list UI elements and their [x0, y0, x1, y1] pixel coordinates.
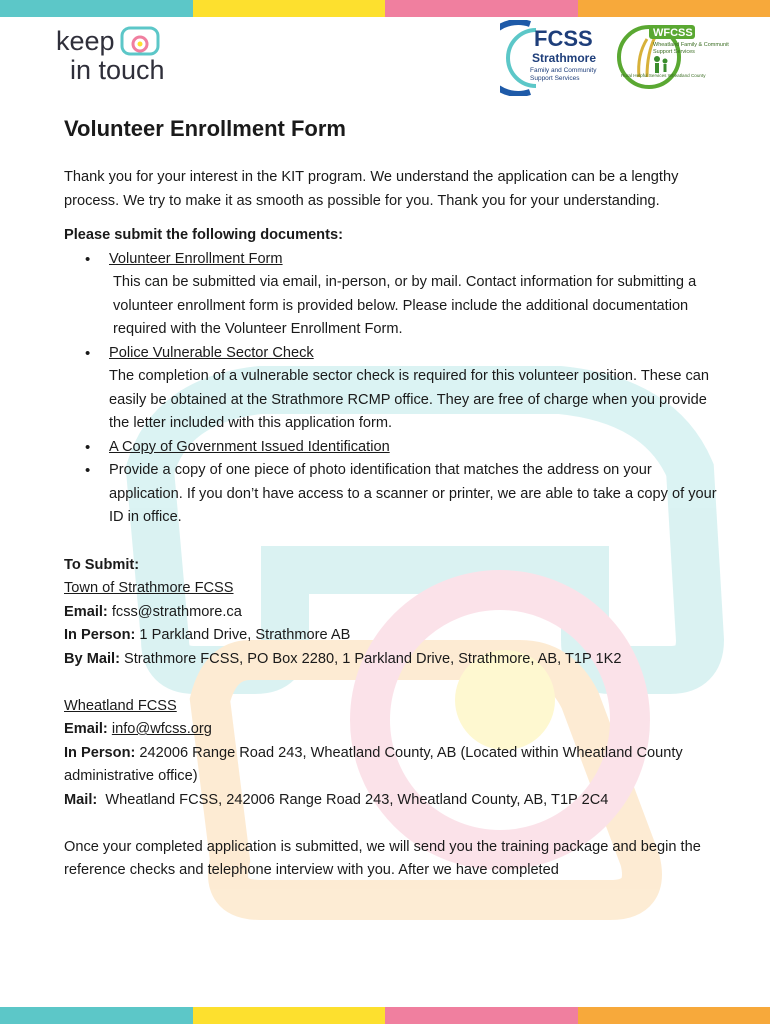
svg-text:FCSS: FCSS [534, 26, 593, 51]
wheatland-email-link[interactable]: info@wfcss.org [111, 721, 212, 737]
document-title-identification: A Copy of Government Issued Identification [109, 438, 390, 455]
form-content [64, 114, 724, 883]
wheatland-person-label: In Person: [64, 744, 136, 761]
wheatland-email-label: Email: [64, 721, 108, 737]
document-body-enrollment: This can be submitted via email, in-person, or by mail. Contact information for submitting a volunteer enrollment form is provided below. Please include the additional documentation required with the Volunteer Enrollment Form. [113, 274, 697, 337]
fcss-strathmore-logo [500, 20, 600, 101]
strathmore-fcss-name: Town of Strathmore FCSS [64, 580, 234, 596]
logo-keep-text: keep [56, 26, 115, 56]
strathmore-email-label: Email: [64, 603, 108, 620]
list-item [64, 436, 724, 460]
wheatland-mail-address: Wheatland FCSS, 242006 Range Road 243, Wheatland County, AB, T1P 2C4 [105, 791, 609, 808]
wheatland-address: 242006 Range Road 243, Wheatland County, AB (Located within Wheatland County administrative office) [64, 744, 683, 784]
svg-text:Strathmore: Strathmore [532, 51, 597, 65]
svg-text:WFCSS: WFCSS [653, 27, 693, 39]
svg-text:Support Services: Support Services [653, 49, 695, 55]
documents-list [64, 248, 724, 530]
list-item [64, 248, 724, 342]
strathmore-email[interactable]: fcss@strathmore.ca [111, 603, 242, 620]
strathmore-person-label: In Person: [64, 627, 136, 643]
document-title-police-check: Police Vulnerable Sector Check [109, 344, 314, 361]
strathmore-mail-label: By Mail: [64, 650, 120, 667]
wheatland-mail-label: Mail: [64, 791, 98, 808]
svg-text:Support Services: Support Services [530, 75, 580, 82]
keep-in-touch-logo [52, 24, 182, 89]
page-title: Volunteer Enrollment Form [64, 116, 346, 141]
svg-text:Wheatland Family & Community: Wheatland Family & Community [653, 42, 729, 48]
document-body-identification: Provide a copy of one piece of photo identification that matches the address on your application. If you don’t have access to a scanner or printer, we are able to take a copy of your ID in office. [109, 462, 717, 525]
wfcss-logo [617, 19, 729, 100]
list-item [64, 342, 724, 436]
document-body-police-check: The completion of a vulnerable sector check is required for this volunteer position. These can easily be obtained at the Strathmore RCMP office. They are free of charge when you provide the letter included with this application form. [109, 368, 710, 431]
strathmore-mail-address: Strathmore FCSS, PO Box 2280, 1 Parkland Drive, Strathmore, AB, T1P 1K2 [124, 650, 622, 667]
logo-in-touch-text: in touch [70, 55, 165, 84]
to-submit-heading: To Submit: [64, 556, 140, 573]
documents-heading: Please submit the following documents: [64, 227, 343, 243]
strathmore-address: 1 Parkland Drive, Strathmore AB [139, 627, 351, 643]
wheatland-fcss-name: Wheatland FCSS [64, 697, 177, 714]
svg-text:Family and Community: Family and Community [530, 67, 597, 74]
list-item [64, 459, 724, 530]
closing-paragraph: Once your completed application is submitted, we will send you the training package and begin the reference checks and telephone interview with you. After we have completed [64, 838, 701, 878]
document-title-enrollment: Volunteer Enrollment Form [109, 250, 283, 267]
svg-text:Rural Helpful Services Wheatla: Rural Helpful Services Wheatland County [621, 73, 706, 78]
intro-paragraph: Thank you for your interest in the KIT program. We understand the application can be a lengthy process. We try to make it as smooth as possible for you. Thank you for your understanding. [64, 169, 679, 209]
